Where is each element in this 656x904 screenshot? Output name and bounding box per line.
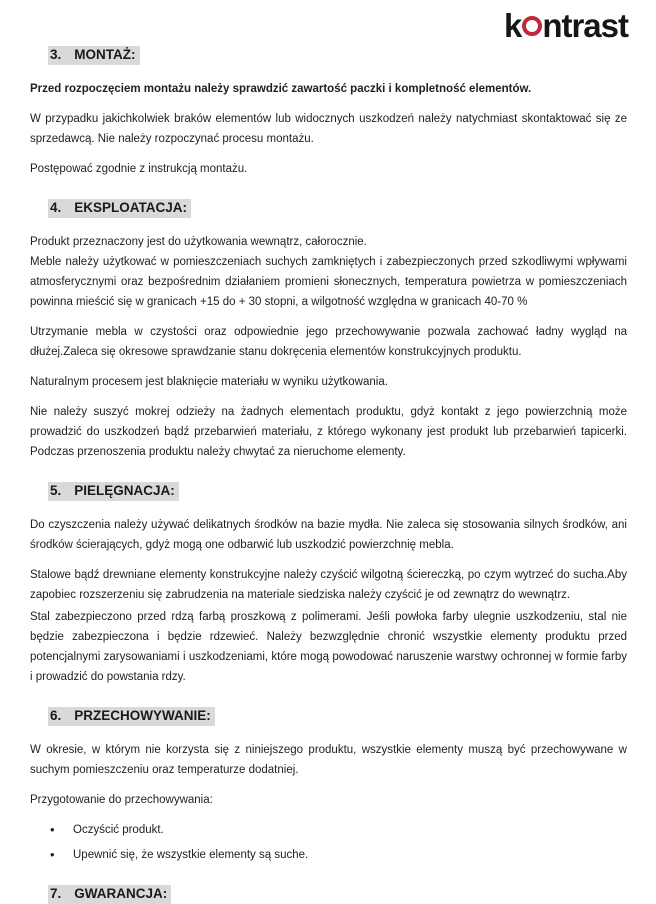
list-item: • Upewnić się, że wszystkie elementy są suche. (30, 845, 627, 865)
logo-text-k: k (503, 7, 522, 44)
section-heading-eksploatacja (30, 199, 627, 218)
heading-highlight (48, 885, 171, 904)
brand-logo (504, 8, 628, 44)
paragraph: Utrzymanie mebla w czystości oraz odpowiednie jego przechowywanie pozwala zachować ładny wygląd na dłużej.Zaleca się okresowe sprawdzanie stanu dokręcenia elementów konstrukcyjnych produktu. (30, 326, 627, 358)
spacer (30, 875, 627, 885)
heading-title: PRZECHOWYWANIE: (74, 708, 211, 723)
heading-number: 4. (50, 200, 62, 215)
paragraph: W przypadku jakichkolwiek braków elementów lub widocznych uszkodzeń należy natychmiast skontaktować się ze sprzedawcą. Nie należy rozpoczynać procesu montażu. (30, 113, 627, 145)
paragraph: Naturalnym procesem jest blaknięcie materiału w wyniku użytkowania. (30, 376, 388, 388)
paragraph: Przygotowanie do przechowywania: (30, 794, 213, 806)
heading-highlight (48, 707, 215, 726)
heading-highlight (48, 46, 140, 65)
heading-number: 6. (50, 708, 62, 723)
spacer (30, 697, 627, 707)
paragraph: Do czyszczenia należy używać delikatnych środków na bazie mydła. Nie zaleca się stosowania silnych środków, ani środków ścierających, gdyż mogą one odbarwić lub uszkodzić powierzchnię mebla. (30, 519, 627, 551)
section-heading-przechowywanie (30, 707, 627, 726)
paragraph: Produkt przeznaczony jest do użytkowania wewnątrz, całorocznie. (30, 236, 367, 248)
heading-number: 3. (50, 47, 62, 62)
heading-number: 7. (50, 886, 62, 901)
heading-title: EKSPLOATACJA: (74, 200, 188, 215)
list-item: • Oczyścić produkt. (30, 820, 627, 840)
paragraph: W okresie, w którym nie korzysta się z niniejszego produktu, wszystkie elementy muszą być przechowywane w suchym pomieszczeniu oraz temperaturze dodatniej. (30, 744, 627, 776)
paragraph: Postępować zgodnie z instrukcją montażu. (30, 163, 248, 175)
section-heading-gwarancja (30, 885, 627, 904)
heading-number: 5. (50, 483, 62, 498)
heading-title: PIELĘGNACJA: (74, 483, 175, 498)
heading-title: GWARANCJA: (74, 886, 168, 901)
section-heading-montaz (30, 46, 627, 65)
paragraph: Meble należy użytkować w pomieszczeniach suchych zamkniętych i zabezpieczonych przed szkodliwymi wpływami atmosferycznymi oraz bezpośrednim działaniem promieni słonecznych, temperatura powietrza w pomieszczeniach powinna mieścić się w granicach +15 do + 30 stopni, a wilgotność względna w granicach 40-70 % (30, 256, 627, 308)
logo-o-ring-icon (522, 16, 542, 36)
heading-highlight (48, 482, 179, 501)
paragraph: Nie należy suszyć mokrej odzieży na żadnych elementach produktu, gdyż kontakt z jego powierzchnią może prowadzić do uszkodzeń bądź przebarwień materiału, z którego wykonany jest produkt lub przebarwień tapicerki. Podczas przenoszenia produktu należy chwytać za nieruchome elementy. (30, 406, 627, 458)
paragraph: Stal zabezpieczono przed rdzą farbą proszkową z polimerami. Jeśli powłoka farby ulegnie uszkodzeniu, stal nie będzie zabezpieczona i będzie rdzewieć. Należy bezwzględnie chronić wszystkie elementy produktu przed potencjalnymi zarysowaniami i uszkodzeniami, które mogą powodować naruszenie warstwy ochronnej w formie farby i prowadzić do powstania rdzy. (30, 611, 627, 683)
storage-checklist (30, 820, 627, 865)
heading-title: MONTAŻ: (74, 47, 136, 62)
paragraph: Przed rozpoczęciem montażu należy sprawdzić zawartość paczki i kompletność elementów. (30, 83, 532, 95)
heading-highlight (48, 199, 191, 218)
spacer (30, 189, 627, 199)
section-heading-pielegnacja (30, 482, 627, 501)
logo-text-ntrast: ntrast (542, 7, 628, 44)
spacer (30, 472, 627, 482)
paragraph: Stalowe bądź drewniane elementy konstrukcyjne należy czyścić wilgotną ściereczką, po czym wytrzeć do sucha.Aby zapobiec rozszerzeniu się zabrudzenia na materiale siedziska należy czyścić je od zewnątrz do wewnątrz. (30, 569, 627, 601)
